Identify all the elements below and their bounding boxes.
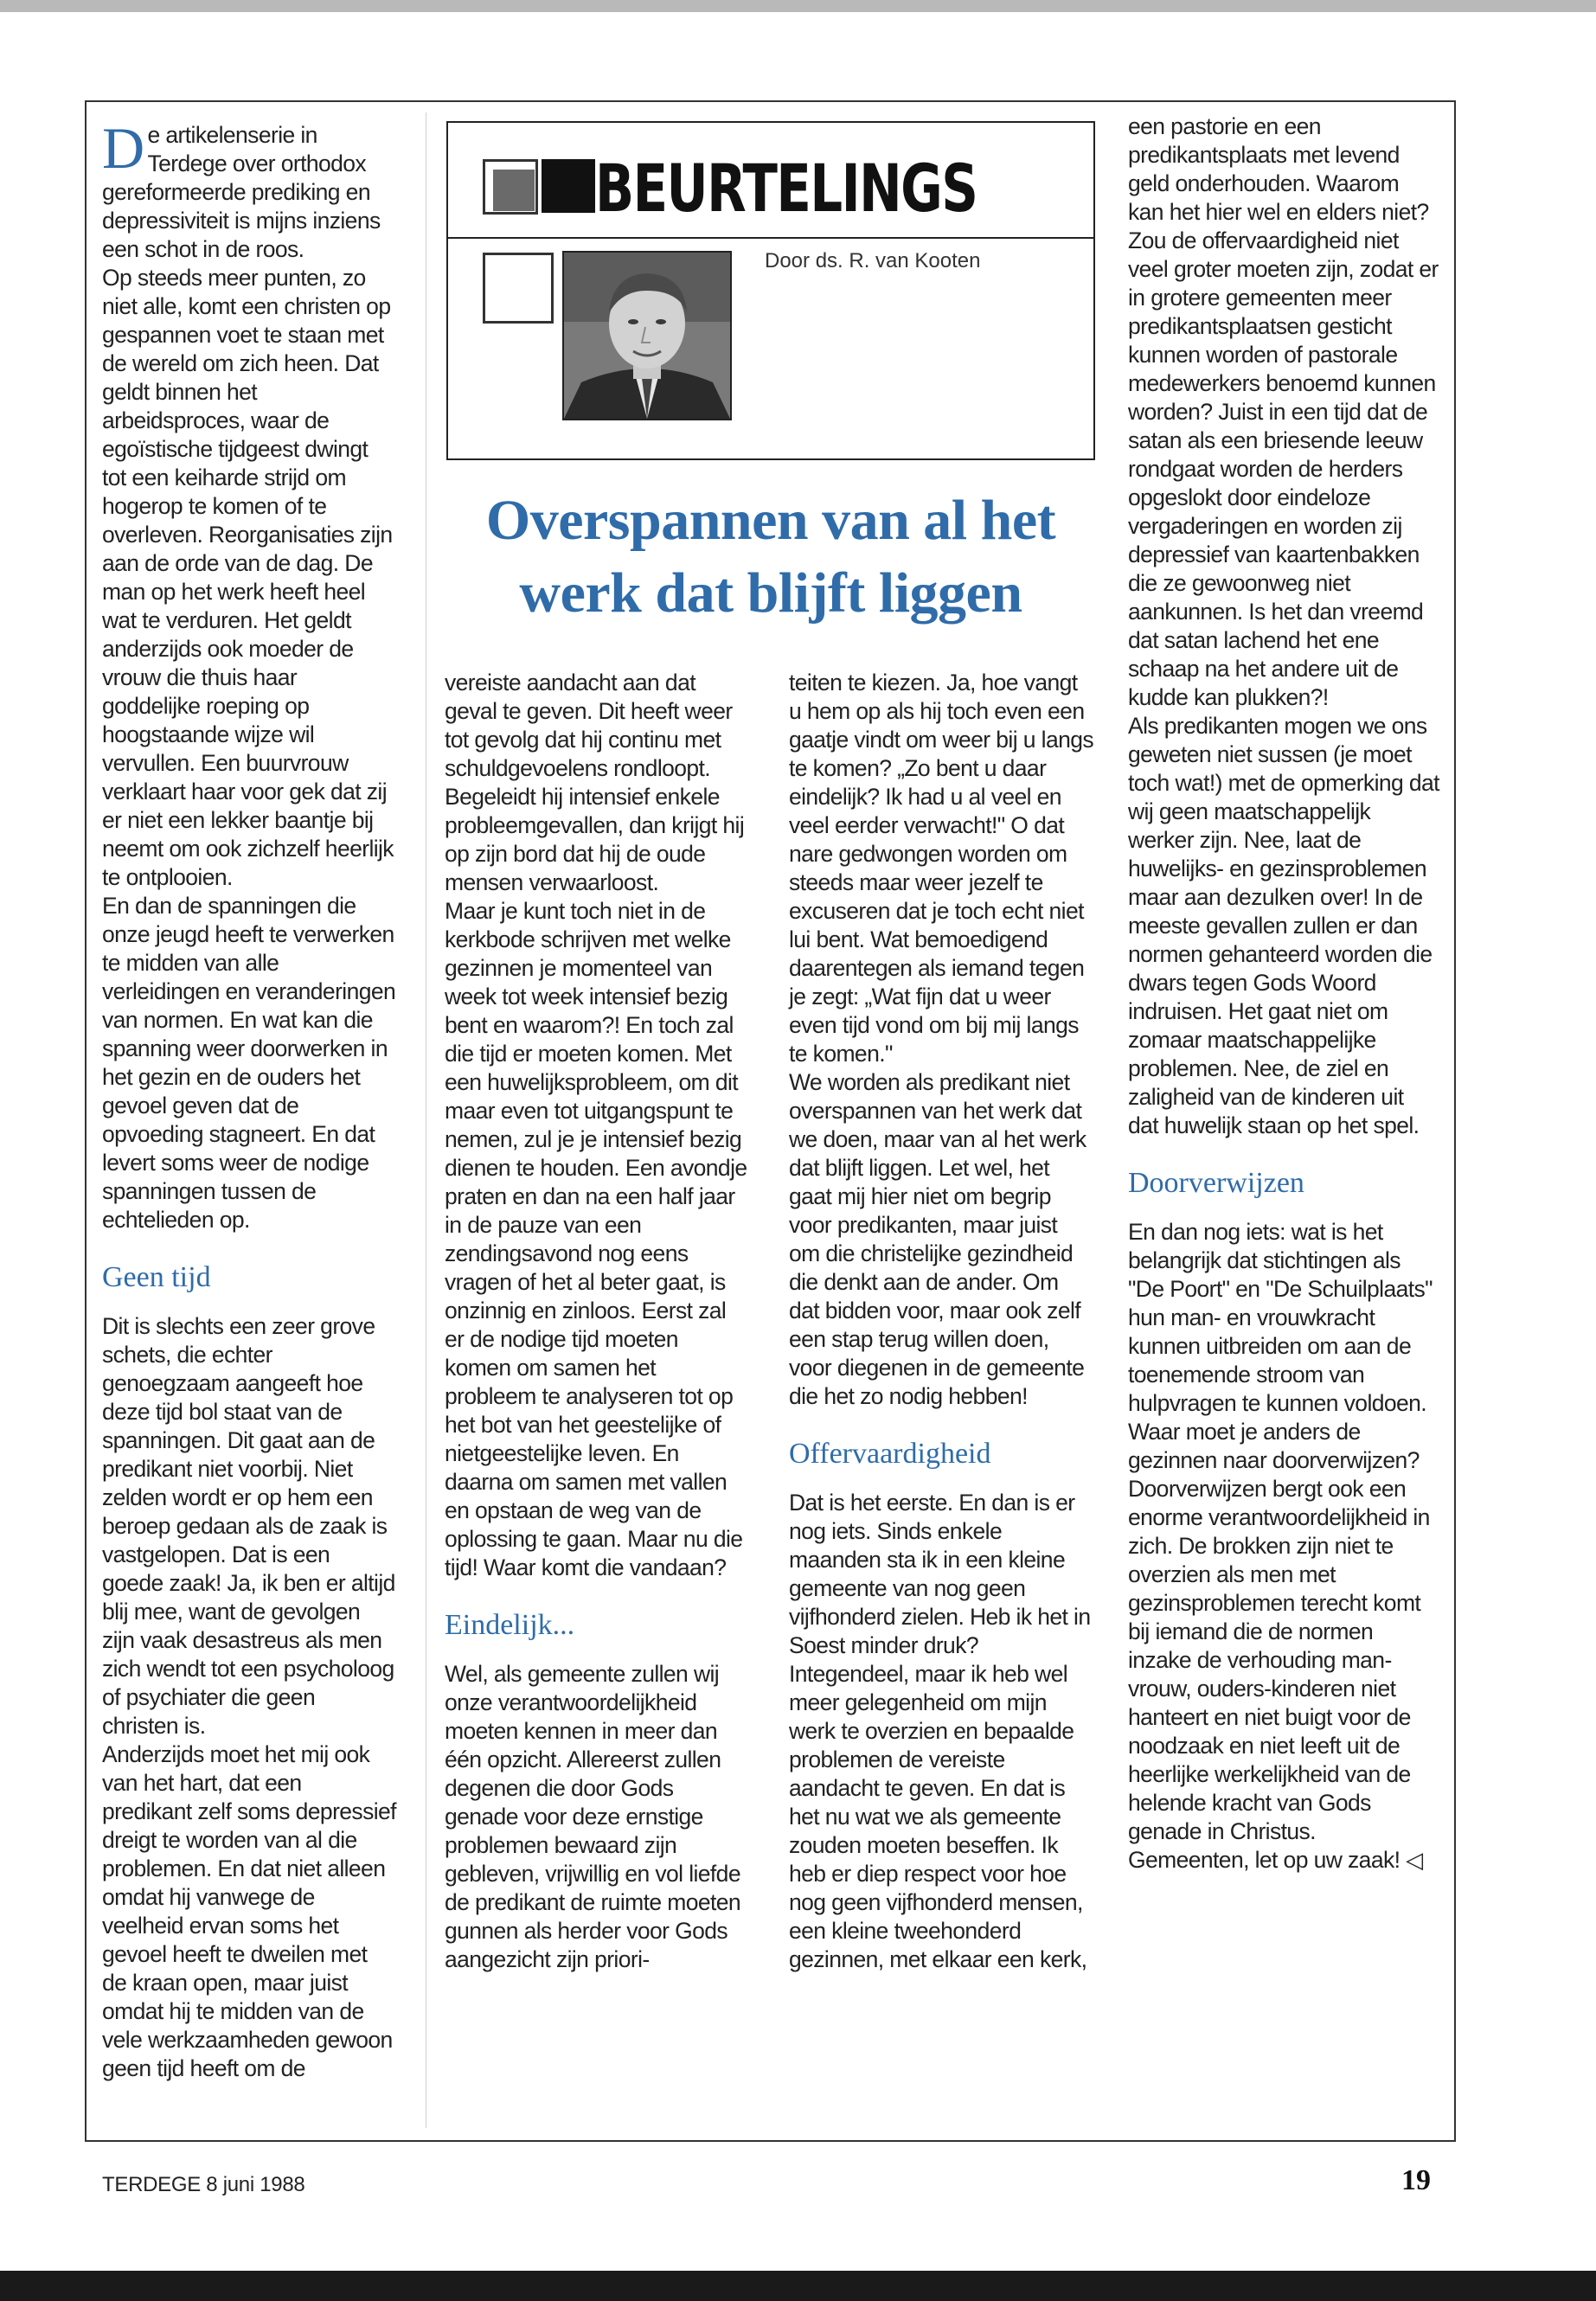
- headline-line-2: werk dat blijft liggen: [519, 561, 1022, 625]
- intro-paragraph: [102, 115, 396, 264]
- decorative-square: [542, 159, 595, 213]
- footer-issue-date: TERDEGE 8 juni 1988: [102, 2173, 305, 2196]
- headline-line-1: Overspannen van al het: [485, 489, 1056, 552]
- header-divider: [448, 237, 1093, 239]
- column-header-box: [446, 121, 1095, 460]
- decorative-square: [493, 170, 535, 211]
- subheading-geen-tijd: Geen tijd: [102, 1261, 211, 1293]
- subheading-eindelijk: Eindelijk...: [445, 1609, 575, 1641]
- body-paragraph: Wel, als gemeente zullen wij onze verantwoordelijkheid moeten kennen in meer dan één opzicht. Allereerst zullen degenen die door Gods genade voor deze ernstige problemen bewaard zijn gebleven, vrijwillig en vol liefde de predikant de ruimte moeten gunnen als herder voor Gods aangezicht zijn priori-: [445, 1661, 741, 1972]
- body-paragraph: We worden als predikant niet overspannen van het werk dat we doen, maar van al het werk dat blijft liggen. Let wel, het gaat mij hier niet om begrip voor predikanten, maar juist om die christelijke gezindheid die denkt aan de ander. Om dat bidden voor, maar ook zelf een stap terug willen doen, voor diegenen in de gemeente die het zo nodig hebben!: [789, 1069, 1086, 1409]
- page-number: 19: [1401, 2164, 1431, 2196]
- body-paragraph: [1128, 1218, 1439, 1875]
- author-portrait: [562, 251, 732, 420]
- closing-text: En dan nog iets: wat is het belangrijk dat stichtingen als "De Poort" en "De Schuilplaats" hun man- en vrouwkracht kunnen uitbreiden om aan de toenemende stroom van hulpvragen te kunnen voldoen. Waar moet je anders de gezinnen naar doorverwijzen? Doorverwijzen bergt ook een enorme verantwoordelijkheid in zich. De brokken zijn niet te overzien als men met gezinsproblemen terecht komt bij iemand die de normen inzake de verhouding man-vrouw, ouders-kinderen niet hanteert en niet buigt voor de noodzaak en niet leeft uit de heerlijke werkelijkheid van de helende kracht van Gods genade in Christus. Gemeenten, let op uw zaak!: [1128, 1219, 1433, 1873]
- body-paragraph: Dit is slechts een zeer grove schets, die echter genoegzaam aangeeft hoe deze tijd bol staat van de spanningen. Dit gaat aan de predikant niet voorbij. Niet zelden wordt er op hem een beroep gedaan als de zaak is vastgelopen. Dat is een goede zaak! Ja, ik ben er altijd blij mee, want de gevolgen zijn vaak desastreus als men zich wendt tot een psycholoog of psychiater die geen christen is.: [102, 1313, 395, 1739]
- body-paragraph: een pastorie en een predikantsplaats met levend geld onderhouden. Waarom kan het hier wel en elders niet? Zou de offervaardigheid niet veel groter moeten zijn, zodat er in grotere gemeenten meer predikantsplaatsen gesticht kunnen worden of pastorale medewerkers benoemd kunnen worden? Juist in een tijd dat de satan als een briesende leeuw rondgaat worden de herders opgeslokt door eindeloze vergaderingen en worden zij depressief van kaartenbakken die ze gewoonweg niet aankunnen. Is het dan vreemd dat satan lachend het ene schaap na het andere uit de kudde kan plukken?!: [1128, 113, 1439, 710]
- subheading-offervaardigheid: Offervaardigheid: [789, 1438, 991, 1470]
- byline: Door ds. R. van Kooten: [765, 249, 981, 272]
- article-column-3: [789, 669, 1093, 1974]
- article-column-2: [445, 669, 749, 1974]
- end-of-article-icon: ◁: [1406, 1847, 1423, 1873]
- body-paragraph: Maar je kunt toch niet in de kerkbode schrijven met welke gezinnen je momenteel van week tot week intensief bezig bent en waarom?! En toch zal die tijd er moeten komen. Met een huwelijksprobleem, om dit maar even tot uitgangspunt te nemen, zul je je intensief bezig dienen te houden. Een avondje praten en dan na een half jaar in de pauze van een zendingsavond nog eens vragen of het al beter gaat, is onzinnig en zinloos. Eerst zal er de nodige tijd moeten komen om samen het probleem te analyseren tot op het bot van het geestelijke of nietgeestelijke leven. En daarna om samen met vallen en opstaan de weg van de oplossing te gaan. Maar nu die tijd! Waar komt die vandaan?: [445, 898, 747, 1580]
- body-paragraph: teiten te kiezen. Ja, hoe vangt u hem op als hij toch even een gaatje vindt om weer bij u langs te komen? „Zo bent u daar eindelijk? Ik had u al veel en veel eerder verwacht!" O dat nare gedwongen worden om steeds maar weer jezelf te excuseren dat je toch echt niet lui bent. Wat bemoedigend daarentegen als iemand tegen je zegt: „Wat fijn dat u weer even tijd vond om bij mij langs te komen.": [789, 670, 1094, 1067]
- subheading-doorverwijzen: Doorverwijzen: [1128, 1167, 1304, 1199]
- scan-bottom-edge: [0, 2271, 1596, 2301]
- body-paragraph: Anderzijds moet het mij ook van het hart, dat een predikant zelf soms depressief dreigt te worden van al die problemen. En dat niet alleen omdat hij vanwege de veelheid ervan soms het gevoel heeft te dweilen met de kraan open, maar juist omdat hij te midden van de vele werkzaamheden gewoon geen tijd heeft om de: [102, 1741, 396, 2081]
- article-headline: [446, 484, 1095, 630]
- article-frame: [85, 100, 1456, 2142]
- column-title: BEURTELINGS: [595, 150, 977, 227]
- scan-top-edge: [0, 0, 1596, 12]
- body-paragraph: vereiste aandacht aan dat geval te geven. Dit heeft weer tot gevolg dat hij continu met schuldgevoelens rondloopt. Begeleidt hij intensief enkele probleemgevallen, dan krijgt hij op zijn bord dat hij de oude mensen verwaarloost.: [445, 670, 745, 895]
- article-column-1: [102, 115, 396, 2083]
- intro-text: e artikelenserie in Terdege over orthodox gereformeerde prediking en depressiviteit is mijns inziens een schot in de roos.: [102, 122, 381, 262]
- body-paragraph: Op steeds meer punten, zo niet alle, komt een christen op gespannen voet te staan met de wereld om zich heen. Dat geldt binnen het arbeidsproces, waar de egoïstische tijdgeest dwingt tot een keiharde strijd om hogerop te komen of te overleven. Reorganisaties zijn aan de orde van de dag. De man op het werk heeft heel wat te verduren. Het geldt anderzijds ook moeder de vrouw die thuis haar goddelijke roeping op hoogstaande wijze wil vervullen. Een buurvrouw verklaart haar voor gek dat zij er niet een lekker baantje bij neemt om ook zichzelf heerlijk te ontplooien.: [102, 265, 394, 890]
- article-column-4: [1128, 112, 1439, 1875]
- body-paragraph: Dat is het eerste. En dan is er nog iets. Sinds enkele maanden sta ik in een kleine gemeente van nog geen vijfhonderd zielen. Heb ik het in Soest minder druk? Integendeel, maar ik heb wel meer gelegenheid om mijn werk te overzien en bepaalde problemen de vereiste aandacht te geven. En dat is het nu wat we als gemeente zouden moeten beseffen. Ik heb er diep respect voor hoe nog geen vijfhonderd mensen, een kleine tweehonderd gezinnen, met elkaar een kerk,: [789, 1490, 1091, 1972]
- body-paragraph: Als predikanten mogen we ons geweten niet sussen (je moet toch wat!) met de opmerking dat wij geen maatschappelijk werker zijn. Nee, laat de huwelijks- en gezinsproblemen maar aan dezulken over! In de meeste gevallen zullen er dan normen gehanteerd worden die dwars tegen Gods Woord indruisen. Het gaat niet om zomaar maatschappelijke problemen. Nee, de ziel en zaligheid van de kinderen uit dat huwelijk staan op het spel.: [1128, 713, 1439, 1138]
- decorative-square: [483, 253, 554, 324]
- body-paragraph: En dan de spanningen die onze jeugd heeft te verwerken te midden van alle verleidingen en veranderingen van normen. En wat kan die spanning weer doorwerken in het gezin en de ouders het gevoel geven dat de opvoeding stagneert. En dat levert soms weer de nodige spanningen tussen de echtelieden op.: [102, 893, 396, 1233]
- drop-cap: D: [102, 115, 144, 181]
